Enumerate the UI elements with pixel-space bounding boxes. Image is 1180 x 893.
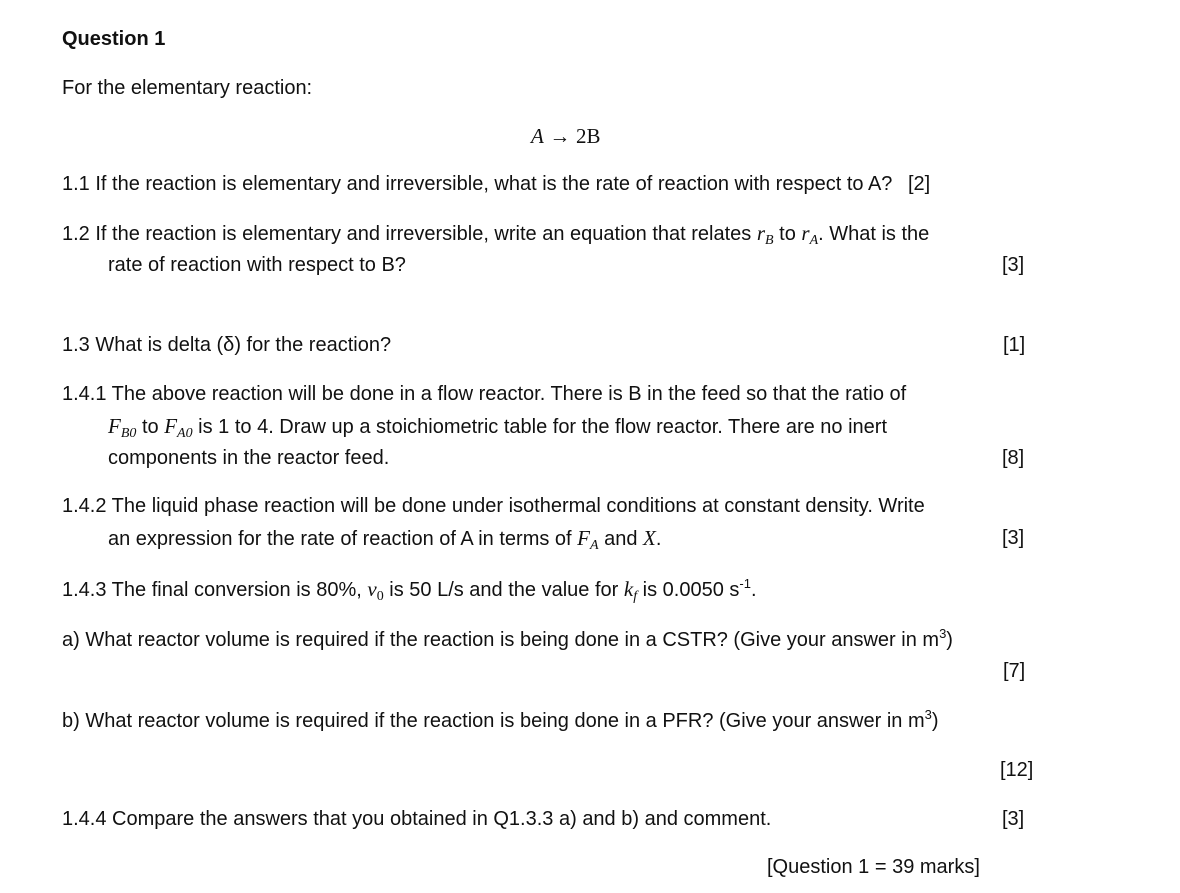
to-word: to <box>779 223 796 245</box>
question-1-2-line-1 <box>62 221 929 246</box>
kf-letter: k <box>623 577 634 601</box>
fb0-subscript: B0 <box>120 426 137 441</box>
fa0-symbol <box>164 414 193 441</box>
question-a-marks: [7] <box>1003 660 1026 682</box>
question-1-4-1-line-1: 1.4.1 The above reaction will be done in a flow reactor. There is B in the feed so that the ratio of <box>62 383 907 405</box>
fa-symbol <box>577 526 599 553</box>
question-b-text: b) What reactor volume is required if the reaction is being done in a PFR? (Give your answer in m <box>62 710 925 732</box>
ra-symbol-letter: r <box>801 221 810 245</box>
ra-symbol <box>801 221 819 248</box>
intro-text: For the elementary reaction: <box>62 77 313 99</box>
fb0-letter: F <box>108 414 121 438</box>
ra-subscript: A <box>809 233 819 248</box>
to-word: to <box>141 416 159 438</box>
question-1-4-3-text: 1.4.3 The final conversion is 80%, <box>62 579 362 601</box>
rb-symbol <box>756 221 774 248</box>
unit-exponent: -1 <box>739 576 751 591</box>
period: . <box>655 528 662 550</box>
question-a-text: a) What reactor volume is required if the reaction is being done in a CSTR? (Give your answer in m <box>62 629 940 651</box>
rb-subscript: B <box>765 233 774 248</box>
question-1-4-2-marks: [3] <box>1002 527 1025 549</box>
question-1-3-marks: [1] <box>1003 334 1026 356</box>
question-1-4-2-line-1: 1.4.2 The liquid phase reaction will be done under isothermal conditions at constant density. Write <box>62 495 925 517</box>
question-1-2-text-end: . What is the <box>818 223 930 245</box>
question-1-4-3-text-mid: is 50 L/s and the value for <box>389 579 619 601</box>
question-1-4-1-marks: [8] <box>1002 447 1025 469</box>
x-symbol: X <box>643 526 656 550</box>
kf-subscript: f <box>633 589 638 604</box>
question-1-4-1-line-3: components in the reactor feed. <box>108 447 390 469</box>
fa0-letter: F <box>164 414 178 438</box>
reaction-equation <box>531 124 600 149</box>
fb0-symbol <box>108 414 137 441</box>
question-b <box>62 709 939 733</box>
fa0-subscript: A0 <box>177 426 193 441</box>
fa-letter: F <box>577 526 590 550</box>
and-word: and <box>604 528 638 550</box>
v0-letter: v <box>367 577 377 601</box>
question-heading: Question 1 <box>62 28 166 50</box>
question-1-2-line-2: rate of reaction with respect to B? <box>108 254 406 276</box>
kf-symbol <box>623 577 638 604</box>
question-1-3-text: 1.3 What is delta (δ) for the reaction? <box>62 334 392 356</box>
v0-symbol <box>367 577 384 604</box>
equation-lhs: A <box>531 124 544 148</box>
question-b-exponent: 3 <box>924 707 932 722</box>
question-1-4-2-text: an expression for the rate of reaction of A in terms of <box>108 528 572 550</box>
question-1-1-marks: [2] <box>907 173 931 195</box>
question-a <box>62 628 953 652</box>
question-1-4-1-line-2-text: is 1 to 4. Draw up a stoichiometric table for the flow reactor. There are no inert <box>198 416 888 438</box>
question-1-2-marks: [3] <box>1002 254 1025 276</box>
question-1-1-text: 1.1 If the reaction is elementary and irreversible, what is the rate of reaction with respect to A? <box>62 173 893 195</box>
period: . <box>750 579 757 601</box>
question-b-marks: [12] <box>1000 759 1034 781</box>
question-1-1 <box>62 172 930 196</box>
question-1-4-4-text: 1.4.4 Compare the answers that you obtained in Q1.3.3 a) and b) and comment. <box>62 808 772 830</box>
question-b-close: ) <box>931 710 939 732</box>
fa-subscript: A <box>589 538 599 553</box>
reaction-arrow-icon: → <box>549 124 571 148</box>
question-1-4-1-line-2 <box>108 414 887 439</box>
v0-subscript: 0 <box>376 589 384 604</box>
question-1-4-4-marks: [3] <box>1002 808 1025 830</box>
question-a-close: ) <box>946 629 953 651</box>
question-1-4-3-value: is 0.0050 s <box>642 579 740 601</box>
question-1-4-2-line-2 <box>108 526 661 551</box>
equation-rhs: 2B <box>575 124 601 148</box>
question-1-2-text: 1.2 If the reaction is elementary and irreversible, write an equation that relates <box>62 223 752 245</box>
rb-symbol-letter: r <box>756 221 766 245</box>
question-total: [Question 1 = 39 marks] <box>767 856 980 878</box>
question-a-exponent: 3 <box>939 626 947 641</box>
question-1-4-3 <box>62 577 757 602</box>
